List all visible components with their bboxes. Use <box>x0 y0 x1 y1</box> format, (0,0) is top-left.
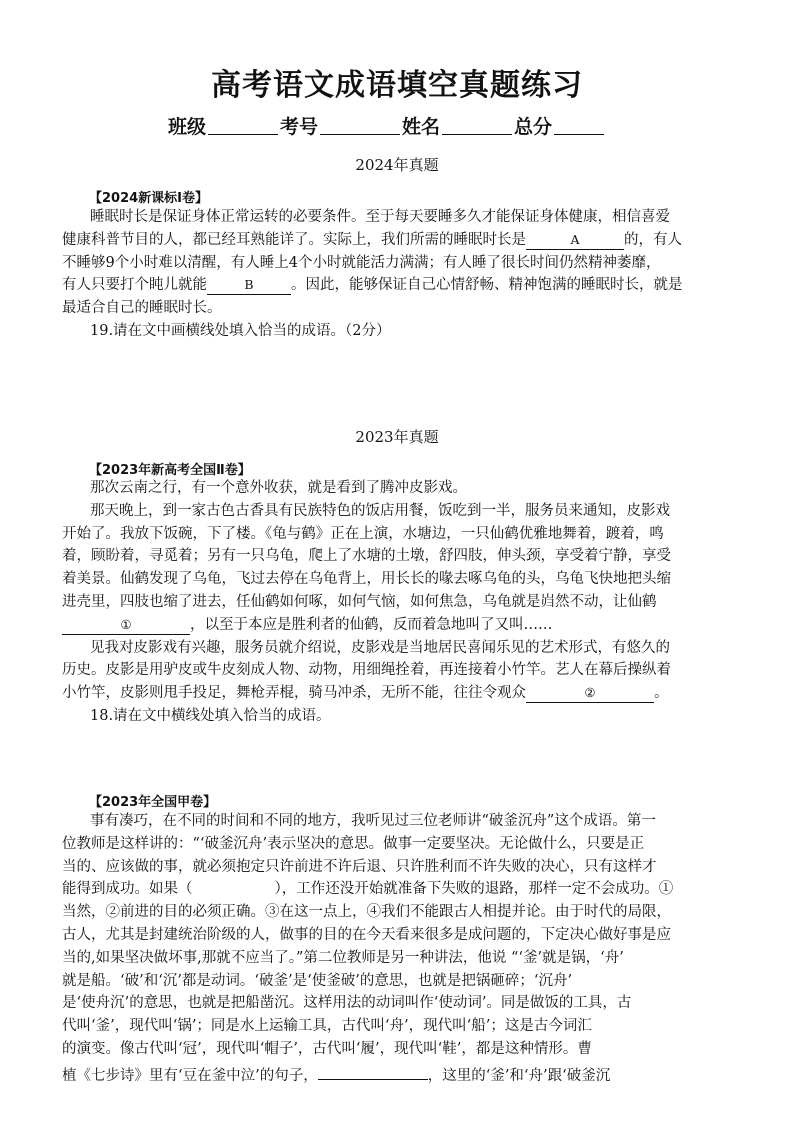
passage-line: 睡眠时长是保证身体正常运转的必要条件。至于每天要睡多久才能保证身体健康，相信喜爱 <box>90 209 670 225</box>
passage-text: ，以至于本应是胜利者的仙鹤，反而着急地叫了又叫…… <box>190 616 553 633</box>
passage-text: 有人只要打个盹儿就能 <box>62 277 207 294</box>
class-label: 班级 <box>168 116 207 138</box>
passage-line: 着，顾盼着，寻觅着；另有一只乌龟，爬上了水塘的土墩，舒四肢，伸头颈，享受着宁静，享受 <box>62 548 671 565</box>
passage-line: 不睡够9个小时难以清醒，有人睡上4个小时就能活力满满；有人睡了很长时间仍然精神萎靡， <box>62 254 661 271</box>
blank-b: B <box>207 276 291 295</box>
passage-line: 的演变。像古代叫‘冠’，现代叫‘帽子’，古代叫‘履’，现代叫‘鞋’，都是这种情形。曹 <box>62 1040 592 1057</box>
passage-line: 见我对皮影戏有兴趣，服务员就介绍说，皮影戏是当地居民喜闻乐见的艺术形式，有悠久的 <box>90 639 670 656</box>
question-19: 19.请在文中画横线处填入恰当的成语。（2分） <box>90 322 391 339</box>
student-info-line <box>168 112 638 140</box>
blank-poem <box>318 1061 428 1080</box>
passage-line: 就是船。‘破’和‘沉’都是动词。‘破釜’是‘使釜破’的意思，也就是把锅砸碎；‘沉舟’ <box>62 972 573 989</box>
passage-2024 <box>62 206 734 343</box>
passage-text: 植《七步诗》里有‘豆在釜中泣’的句子， <box>62 1067 318 1084</box>
blank-1: ① <box>62 616 190 635</box>
source-tag-2023-jia: 【2023年全国甲卷】 <box>89 795 217 810</box>
passage-line: 代叫‘釜’，现代叫‘锅’；同是水上运输工具，古代叫‘舟’，现代叫‘船’；这是古今词汇 <box>62 1018 592 1035</box>
passage-line: 着美景。仙鹤发现了乌龟，飞过去停在乌龟背上，用长长的喙去啄乌龟的头，乌龟飞快地把头缩 <box>62 571 671 588</box>
passage-line <box>62 878 734 901</box>
passage-text: 的，有人 <box>624 231 682 248</box>
passage-text: ，这里的‘釜’和‘舟’跟‘破釜沉 <box>427 1067 611 1084</box>
passage-line: 是‘使舟沉’的意思，也就是把船凿沉。这样用法的动词叫作‘使动词’。同是做饭的工具，古 <box>62 995 632 1012</box>
passage-line: 那天晚上，到一家古色古香具有民族特色的饭店用餐，饭吃到一半，服务员来通知，皮影戏 <box>90 502 670 519</box>
passage-line <box>62 682 734 705</box>
class-blank <box>208 114 278 135</box>
blank-2: ② <box>526 684 654 703</box>
passage-text: 能得到成功。如果（ <box>62 881 193 898</box>
question-18: 18.请在文中横线处填入恰当的成语。 <box>90 707 331 724</box>
passage-line: 位教师是这样讲的：“‘破釜沉舟’表示坚决的意思。做事一定要坚决。无论做什么，只要是正 <box>62 835 645 852</box>
passage-line: 进壳里，四肢也缩了进去，任仙鹤如何啄，如何气恼，如何焦急，乌龟就是岿然不动，让仙鹤 <box>62 593 657 610</box>
exam-no-label: 考号 <box>280 116 319 138</box>
passage-line: 事有凑巧，在不同的时间和不同的地方，我听见过三位老师讲“破釜沉舟”这个成语。第一 <box>90 813 656 829</box>
page-title: 高考语文成语填空真题练习 <box>211 68 583 103</box>
passage-2023-ii <box>62 477 734 728</box>
passage-text: 。 <box>654 685 669 702</box>
passage-line <box>62 274 734 297</box>
passage-line: 古人，尤其是封建统治阶级的人，做事的目的在今天看来很多是成问题的，下定决心做好事是应 <box>62 926 671 943</box>
score-label: 总分 <box>514 116 553 138</box>
name-label: 姓名 <box>402 116 441 138</box>
passage-text: 健康科普节目的人，都已经耳熟能详了。实际上，我们所需的睡眠时长是 <box>62 231 526 248</box>
section-heading-2024: 2024年真题 <box>355 156 439 174</box>
passage-line: 最适合自己的睡眠时长。 <box>62 300 222 317</box>
source-tag-2023-ii: 【2023年新高考全国Ⅱ卷】 <box>89 463 251 478</box>
passage-line: 那次云南之行，有一个意外收获，就是看到了腾冲皮影戏。 <box>90 480 467 496</box>
passage-line: 当的,如果坚决做坏事,那就不应当了。”第二位教师是另一种讲法，他说 “‘釜’就是锅，‘舟’ <box>62 949 624 966</box>
passage-text: ），工作还没开始就准备下失败的退路，那样一定不会成功。① <box>274 881 674 898</box>
name-blank <box>442 114 512 135</box>
passage-line <box>62 1061 734 1084</box>
source-tag-2024: 【2024新课标Ⅰ卷】 <box>89 191 209 206</box>
passage-line: 当的、应该做的事，就必须抱定只许前进不许后退、只许胜利而不许失败的决心，只有这样才 <box>62 858 657 875</box>
passage-line: 开始了。我放下饭碗，下了楼。《龟与鹤》正在上演，水塘边，一只仙鹤优雅地舞着，踱着，鸣 <box>62 525 664 542</box>
score-blank <box>554 114 604 135</box>
passage-line <box>62 229 734 252</box>
passage-line: 历史。皮影是用驴皮或牛皮刻成人物、动物，用细绳拴着，再连接着小竹竿。艺人在幕后操纵着 <box>62 662 671 679</box>
section-heading-2023: 2023年真题 <box>355 428 439 446</box>
blank-a: A <box>526 231 624 250</box>
passage-text: 小竹竿，皮影则甩手投足，舞枪弄棍，骑马冲杀，无所不能，往往令观众 <box>62 685 526 702</box>
passage-2023-jia <box>62 810 734 1084</box>
passage-line <box>62 614 734 637</box>
exam-no-blank <box>320 114 400 135</box>
passage-text: 。因此，能够保证自己心情舒畅、精神饱满的睡眠时长，就是 <box>291 277 683 294</box>
passage-line: 当然，②前进的目的必须正确。③在这一点上，④我们不能跟古人相提并论。由于时代的局限， <box>62 904 671 921</box>
